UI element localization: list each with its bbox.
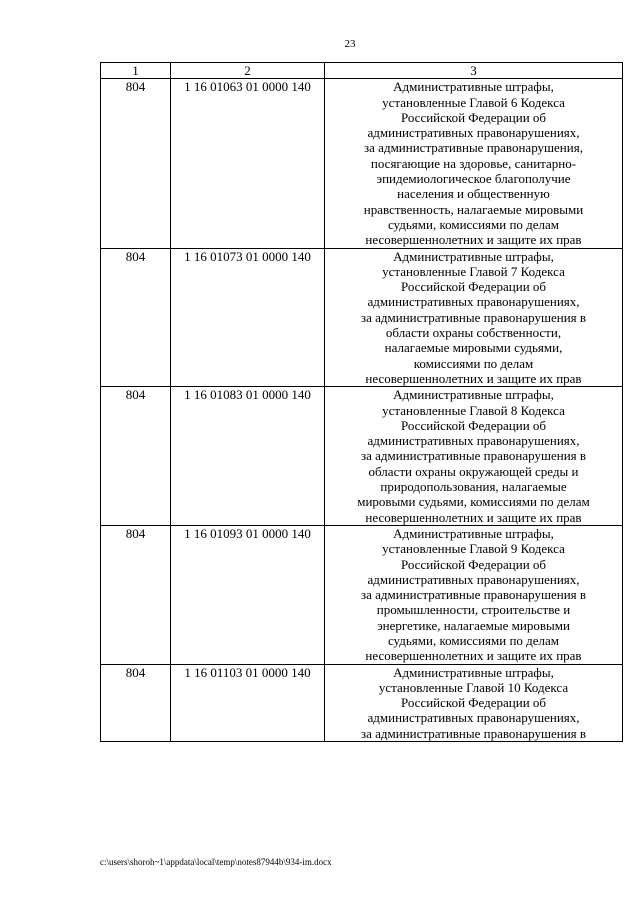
table-row [101, 387, 623, 526]
description-line: установленные Главой 7 Кодекса [382, 263, 565, 279]
description-line: энергетике, налагаемые мировыми [377, 617, 570, 633]
table-row [101, 79, 623, 248]
description-line: посягающие на здоровье, санитарно- [370, 155, 577, 171]
description-cell [325, 525, 623, 664]
description-line: Административные штрафы, [393, 387, 554, 403]
description-line: Российской Федерации об [400, 556, 547, 572]
admin-code-cell: 804 [101, 664, 171, 741]
budget-code-cell: 1 16 01063 01 0000 140 [171, 79, 325, 248]
description-line: природопользования, налагаемые [380, 479, 567, 495]
description-line: Российской Федерации об [400, 279, 547, 295]
description-line: несовершеннолетних и защите их прав [365, 370, 582, 386]
description-cell [325, 248, 623, 387]
description-line: судьями, комиссиями по делам [387, 632, 560, 648]
description-line: эпидемиологическое благополучие [376, 171, 571, 187]
description-line: несовершеннолетних и защите их прав [365, 232, 582, 248]
page-number: 23 [344, 38, 356, 50]
budget-code-cell: 1 16 01073 01 0000 140 [171, 248, 325, 387]
description-line: административных правонарушениях, [367, 710, 580, 726]
document-table [100, 62, 623, 742]
admin-code-cell: 804 [101, 248, 171, 387]
description-line: области охраны собственности, [385, 325, 562, 341]
description-line: административных правонарушениях, [367, 571, 580, 587]
budget-code-cell: 1 16 01093 01 0000 140 [171, 525, 325, 664]
header-col-2: 2 [171, 63, 325, 79]
description-line: за административные правонарушения, [364, 140, 583, 156]
description-line: Российской Федерации об [400, 109, 547, 125]
admin-code-cell: 804 [101, 525, 171, 664]
description-line: за административные правонарушения в [360, 309, 587, 325]
table-row [101, 525, 623, 664]
description-line: за административные правонарушения в [360, 448, 587, 464]
file-path-footer: c:\users\shoroh~1\appdata\local\temp\notes87944b\934-im.docx [100, 857, 332, 867]
description-line: за административные правонарушения в [360, 725, 587, 741]
description-cell [325, 79, 623, 248]
description-line: административных правонарушениях, [367, 433, 580, 449]
admin-code-cell: 804 [101, 387, 171, 526]
description-line: промышленности, строительстве и [376, 602, 571, 618]
description-line: административных правонарушениях, [367, 125, 580, 141]
description-line: несовершеннолетних и защите их прав [365, 509, 582, 525]
description-line: области охраны окружающей среды и [368, 463, 579, 479]
budget-code-cell: 1 16 01103 01 0000 140 [171, 664, 325, 741]
description-line: комиссиями по делам [413, 355, 534, 371]
description-line: Административные штрафы, [393, 248, 554, 264]
description-line: Административные штрафы, [393, 79, 554, 95]
table-row [101, 248, 623, 387]
description-line: Российской Федерации об [400, 417, 547, 433]
description-line: установленные Главой 8 Кодекса [382, 402, 565, 418]
header-col-3: 3 [325, 63, 623, 79]
description-cell [325, 387, 623, 526]
description-line: установленные Главой 6 Кодекса [382, 94, 565, 110]
description-line: административных правонарушениях, [367, 294, 580, 310]
table-row [101, 664, 623, 741]
description-cell [325, 664, 623, 741]
description-line: налагаемые мировыми судьями, [384, 340, 563, 356]
description-line: установленные Главой 10 Кодекса [378, 679, 569, 695]
header-col-1: 1 [101, 63, 171, 79]
description-line: Российской Федерации об [400, 695, 547, 711]
table-header-row [101, 63, 623, 79]
description-line: населения и общественную [397, 186, 550, 202]
description-line: за административные правонарушения в [360, 587, 587, 603]
description-line: Административные штрафы, [393, 525, 554, 541]
description-line: нравственность, налагаемые мировыми [363, 201, 584, 217]
admin-code-cell: 804 [101, 79, 171, 248]
budget-code-cell: 1 16 01083 01 0000 140 [171, 387, 325, 526]
description-line: Административные штрафы, [393, 664, 554, 680]
description-line: несовершеннолетних и защите их прав [365, 648, 582, 664]
description-line: мировыми судьями, комиссиями по делам [357, 494, 590, 510]
description-line: установленные Главой 9 Кодекса [382, 541, 565, 557]
description-line: судьями, комиссиями по делам [387, 216, 560, 232]
